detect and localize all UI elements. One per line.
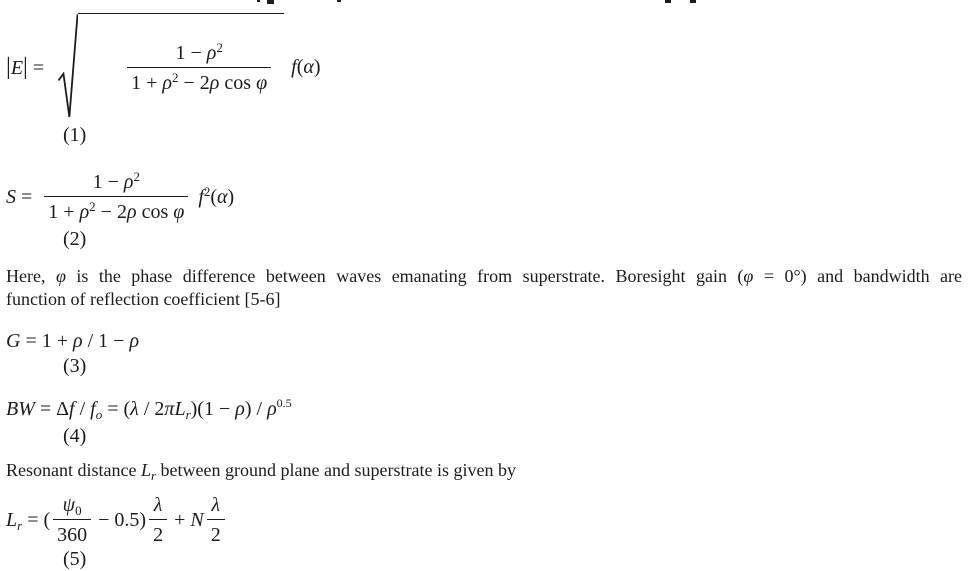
fraction-bar (207, 519, 225, 520)
clipped-glyph-fragment (690, 0, 696, 3)
equation-1-lhs (6, 54, 49, 81)
resonant-distance-sentence (6, 459, 970, 482)
numerator-text: 1 − (92, 171, 124, 193)
paragraph-text: = 0°) and bandwidth are (753, 266, 962, 286)
denominator: 2 (153, 524, 164, 546)
denominator-text: − 2 (95, 201, 127, 223)
lambda-symbol: λ (153, 494, 163, 516)
subscript-0: 0 (75, 503, 82, 518)
variable-S: S (6, 185, 16, 208)
pi-symbol: π (164, 398, 175, 420)
phi-symbol: φ (173, 201, 185, 223)
cosine-operator: cos (219, 72, 257, 94)
numerator (171, 40, 226, 66)
superscript-2: 2 (203, 183, 211, 199)
rho-symbol: ρ (79, 201, 90, 223)
cosine-operator: cos (136, 201, 174, 223)
phi-symbol: φ (55, 266, 66, 286)
superscript-2: 2 (172, 70, 179, 85)
denominator-text: − 2 (178, 72, 210, 94)
equation-1 (6, 13, 970, 121)
equation-text: − 0.5) (98, 508, 147, 531)
fraction-lambda-2 (207, 492, 225, 548)
fraction (44, 169, 188, 225)
fraction (127, 40, 271, 96)
subscript-r: r (150, 468, 157, 483)
radical-sign (58, 13, 78, 121)
plus-sign: + (174, 508, 191, 531)
denominator (127, 70, 271, 96)
f-alpha-term (291, 56, 320, 79)
numerator-text: 1 − (175, 42, 207, 64)
numerator (89, 169, 144, 195)
radicand (78, 13, 284, 121)
denominator: 2 (210, 524, 221, 546)
phi-symbol: φ (743, 266, 754, 286)
equation-number-3: (3) (63, 355, 87, 377)
superscript-0-5: 0.5 (276, 396, 292, 410)
function-f: f (198, 185, 204, 208)
denominator (44, 199, 188, 225)
superscript-2: 2 (89, 199, 96, 214)
clipped-glyph-fragment (665, 0, 671, 3)
equation-4 (6, 396, 970, 422)
equation-3 (6, 329, 970, 353)
equation-text: = ( (102, 398, 131, 420)
abs-bar-left: | (6, 53, 11, 80)
equation-text: = Δ (34, 398, 70, 420)
paragraph-line-1 (6, 265, 962, 288)
numerator (59, 492, 86, 518)
function-f: f (90, 398, 96, 420)
fraction-bar (127, 67, 271, 68)
rho-symbol: ρ (126, 201, 137, 223)
close-paren: ) (313, 55, 321, 78)
body-paragraph (6, 265, 962, 311)
variable-L: L (140, 460, 151, 480)
equation-text: / 1 − (82, 330, 130, 352)
f-squared-alpha-term (198, 183, 235, 209)
subscript-r: r (185, 407, 191, 422)
superscript-2: 2 (216, 40, 223, 55)
alpha-symbol: α (303, 55, 314, 78)
equation-text: )(1 − (190, 398, 236, 420)
phi-symbol: φ (256, 72, 268, 94)
equation-number-1: (1) (63, 124, 87, 146)
function-f: f (291, 55, 297, 78)
open-paren: ( (210, 185, 218, 208)
fraction-lambda-2 (149, 492, 167, 548)
paragraph-text: is the phase difference between waves emanating from superstrate. Boresight gain ( (65, 266, 744, 286)
equation-text: / (74, 398, 91, 420)
equation-2 (6, 169, 970, 225)
variable-N: N (190, 508, 204, 531)
equation-text: ) / (244, 398, 268, 420)
radical-group (58, 13, 284, 121)
alpha-symbol: α (217, 185, 228, 208)
variable-BW: BW (6, 398, 35, 420)
rho-symbol: ρ (73, 330, 83, 352)
fraction-bar (53, 519, 91, 520)
equals-sign: = (27, 56, 50, 79)
equation-text: = ( (22, 508, 51, 531)
rho-symbol: ρ (206, 42, 217, 64)
equation-text: / 2 (138, 398, 165, 420)
equation-number-4: (4) (63, 425, 87, 447)
rho-symbol: ρ (129, 330, 140, 352)
superscript-2: 2 (133, 169, 140, 184)
equation-number-2: (2) (63, 228, 87, 250)
sentence-text: between ground plane and superstrate is given by (156, 460, 516, 480)
function-f: f (69, 398, 75, 420)
equation-5-lhs (6, 509, 50, 532)
denominator-text: 1 + (131, 72, 163, 94)
rho-symbol: ρ (235, 398, 245, 420)
open-paren: ( (296, 55, 304, 78)
lambda-symbol: λ (130, 398, 139, 420)
close-paren: ) (227, 185, 235, 208)
fraction-bar (44, 196, 188, 197)
plus-N-term (174, 509, 204, 532)
variable-E: E (10, 56, 24, 79)
variable-L: L (6, 508, 18, 531)
subscript-r: r (17, 517, 23, 533)
rho-symbol: ρ (123, 171, 134, 193)
lambda-symbol: λ (211, 494, 221, 516)
paragraph-line-2: function of reflection coefficient [5-6] (6, 289, 281, 309)
denominator: 360 (57, 524, 88, 546)
fraction-bar (149, 519, 167, 520)
fraction-psi-360 (53, 492, 91, 548)
psi-symbol: ψ (62, 494, 76, 516)
sentence-text: Resonant distance (6, 460, 141, 480)
variable-L: L (174, 398, 186, 420)
subscript-o: o (95, 407, 103, 422)
equation-2-lhs (6, 186, 37, 209)
rho-symbol: ρ (209, 72, 220, 94)
abs-bar-right: | (23, 53, 28, 80)
equation-text: = 1 + (20, 330, 74, 352)
denominator-text: 1 + (48, 201, 80, 223)
clipped-glyph-fragment (267, 0, 274, 4)
equation-5 (6, 492, 970, 548)
rho-symbol: ρ (267, 398, 277, 420)
equals-sign: = (16, 185, 38, 208)
clipped-glyph-fragment (257, 0, 260, 2)
clipped-text-remnant (6, 0, 970, 5)
clipped-glyph-fragment (337, 0, 341, 2)
rho-symbol: ρ (162, 72, 173, 94)
equation-number-5: (5) (63, 548, 87, 570)
paragraph-text: Here, (6, 266, 56, 286)
variable-G: G (6, 330, 21, 352)
